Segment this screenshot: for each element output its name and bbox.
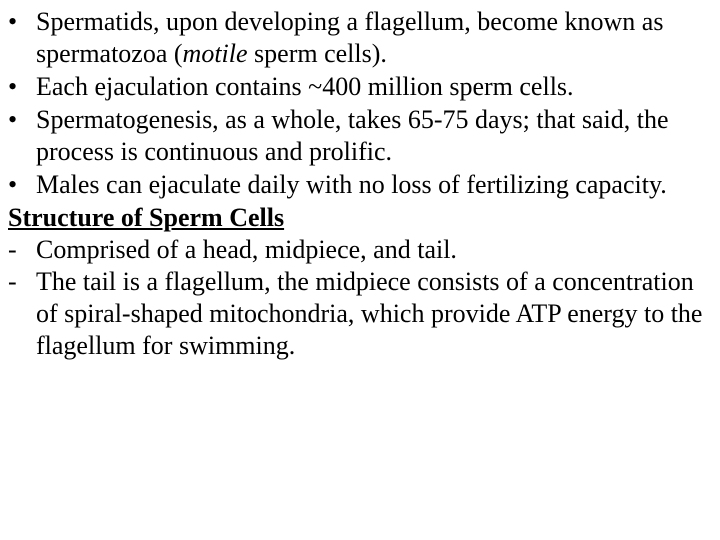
dash-item-components (8, 234, 712, 266)
bullet-marker: • (8, 170, 18, 199)
slide-content (8, 6, 712, 362)
bullet-marker: • (8, 7, 18, 36)
section-heading: Structure of Sperm Cells (8, 203, 285, 232)
bullet-text (36, 7, 663, 68)
bullet-text: Spermatogenesis, as a whole, takes 65-75 days; that said, the process is continuous and prolific. (36, 105, 669, 166)
bullet-text-part: sperm cells). (247, 39, 387, 68)
dash-text: Comprised of a head, midpiece, and tail. (36, 235, 457, 264)
bullet-text-part: Spermatids, upon developing a flagellum, become known as spermatozoa ( (36, 7, 664, 68)
bullet-marker: • (8, 72, 18, 101)
bullet-text: Males can ejaculate daily with no loss of fertilizing capacity. (36, 170, 667, 199)
bullet-item-spermatozoa (8, 6, 712, 70)
bullet-text: Each ejaculation contains ~400 million sperm cells. (36, 72, 574, 101)
bullet-marker: • (8, 105, 18, 134)
dash-marker: - (8, 267, 17, 296)
dash-marker: - (8, 235, 17, 264)
bullet-item-ejaculation (8, 71, 712, 103)
dash-text: The tail is a flagellum, the midpiece consists of a concentration of spiral-shaped mitochondria, which provide ATP energy to the flagellum for swimming. (36, 267, 703, 360)
bullet-text-italic: motile (182, 39, 248, 68)
dash-item-tail (8, 266, 712, 362)
bullet-item-males (8, 169, 712, 201)
bullet-item-spermatogenesis (8, 104, 712, 168)
bullet-list (8, 6, 712, 201)
